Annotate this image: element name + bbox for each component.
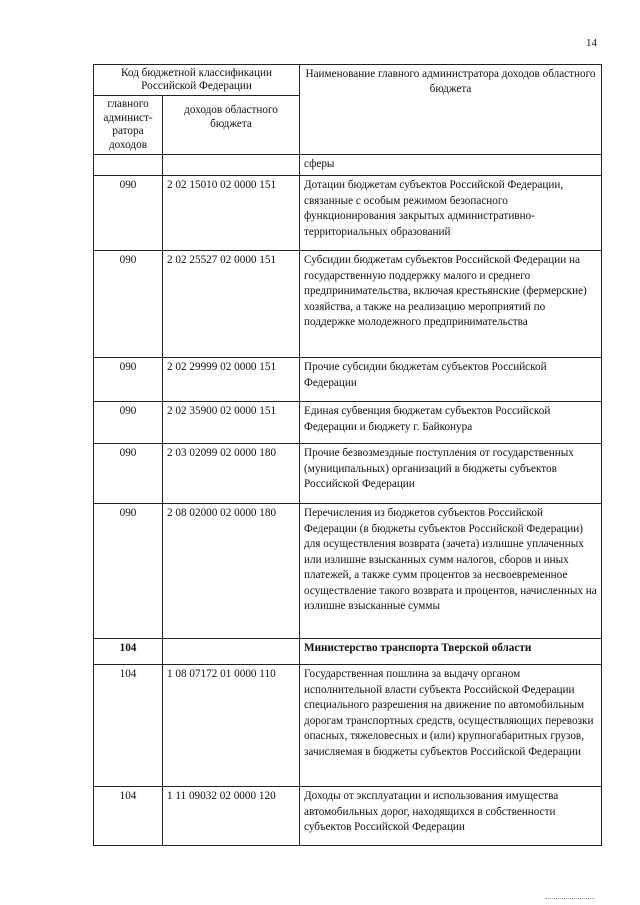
table-row [94,504,602,639]
page-number: 14 [586,37,597,49]
cell-name: Единая субвенция бюджетам субъектов Российской Федерации и бюджету г. Байконура [300,402,602,444]
cell-code: 1 11 09032 02 0000 120 [163,787,300,846]
table-row [94,251,602,358]
scan-artifact-line [545,898,595,899]
table-row-ministry [94,639,602,665]
cell-name: Прочие безвозмездные поступления от государственных (муниципальных) организаций в бюджеты субъектов Российской Федерации [300,444,602,504]
cell-name: Субсидии бюджетам субъектов Российской Федерации на государственную поддержку малого и среднего предпринимательства, включая крестьянские (фермерские) хозяйства, а также на реализацию мероприятий по поддержке молодежного предпринимательства [300,251,602,358]
cell-code [163,155,300,176]
cell-code: 2 03 02099 02 0000 180 [163,444,300,504]
cell-code: 2 02 15010 02 0000 151 [163,176,300,251]
cell-admin: 104 [94,787,163,846]
cell-code: 2 08 02000 02 0000 180 [163,504,300,639]
cell-code [163,639,300,665]
cell-code: 1 08 07172 01 0000 110 [163,665,300,787]
cell-admin: 104 [94,639,163,665]
cell-admin: 090 [94,176,163,251]
cell-name: Доходы от эксплуатации и использования имущества автомобильных дорог, находящихся в собственности субъектов Российской Федерации [300,787,602,846]
cell-code: 2 02 35900 02 0000 151 [163,402,300,444]
cell-admin: 090 [94,504,163,639]
table-row [94,787,602,846]
header-col-name: Наименование главного администратора доходов областного бюджета [300,65,602,155]
cell-admin: 104 [94,665,163,787]
cell-name: Дотации бюджетам субъектов Российской Федерации, связанные с особым режимом безопасного функционирования закрытых административно-территориальных образований [300,176,602,251]
cell-admin: 090 [94,251,163,358]
header-col-admin: главного админист-ратора доходов [94,96,163,155]
header-group-title: Код бюджетной классификации Российской Федерации [94,65,300,96]
cell-name: Министерство транспорта Тверской области [300,639,602,665]
cell-name: Государственная пошлина за выдачу органом исполнительной власти субъекта Российской Федерации специального разрешения на движение по автомобильным дорогам транспортных средств, осуществляющих перевозки опасных, тяжеловесных и (или) крупногабаритных грузов, зачисляемая в бюджеты субъектов Российской Федерации [300,665,602,787]
cell-admin: 090 [94,402,163,444]
table-row [94,358,602,402]
table-row [94,176,602,251]
table-row [94,665,602,787]
cell-admin: 090 [94,358,163,402]
table-row [94,402,602,444]
cell-name: Перечисления из бюджетов субъектов Российской Федерации (в бюджеты субъектов Российской Федерации) для осуществления возврата (зачета) излишне уплаченных или излишне взысканных сумм налогов, сборов и иных платежей, а также сумм процентов за несвоевременное осуществление такого возврата и процентов, начисленных на излишне взысканные суммы [300,504,602,639]
table-row [94,444,602,504]
cell-admin [94,155,163,176]
cell-admin: 090 [94,444,163,504]
table-row [94,155,602,176]
cell-code: 2 02 29999 02 0000 151 [163,358,300,402]
cell-name: сферы [300,155,602,176]
cell-name: Прочие субсидии бюджетам субъектов Российской Федерации [300,358,602,402]
header-col-code: доходов областного бюджета [163,96,300,155]
cell-code: 2 02 25527 02 0000 151 [163,251,300,358]
budget-classification-table [93,64,602,846]
